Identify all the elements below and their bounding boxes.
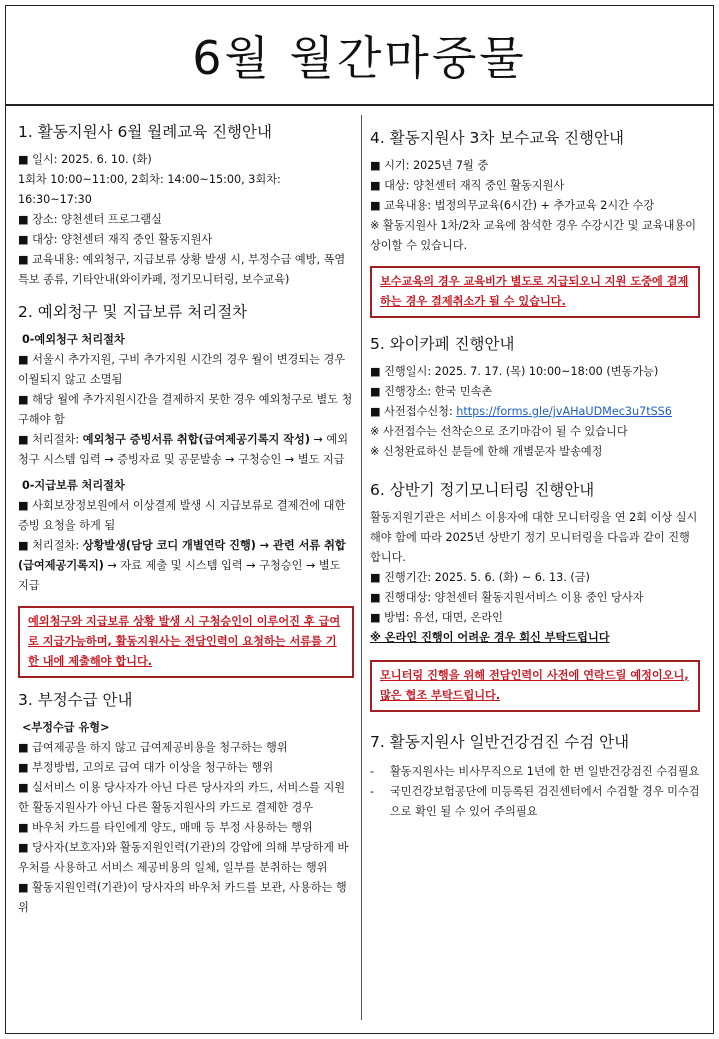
section-y-cafe <box>370 332 700 462</box>
list-item <box>370 762 700 782</box>
s1-date: ■ 일시: 2025. 6. 10. (화) <box>18 153 152 166</box>
list-item <box>370 782 700 822</box>
s4-note: ※ 활동지원사 1차/2차 교육에 참석한 경우 수강시간 및 교육내용이 상이할 수 있습니다. <box>370 219 697 252</box>
list-item: ■ 부정방법, 고의로 급여 대가 이상을 청구하는 행위 <box>18 761 274 774</box>
section-exception-claim <box>18 300 354 678</box>
section-4-heading: 4. 활동지원사 3차 보수교육 진행안내 <box>370 129 624 147</box>
s1-place: ■ 장소: 양천센터 프로그램실 <box>18 213 162 226</box>
section-3-heading: 3. 부정수급 안내 <box>18 691 133 709</box>
s1-target: ■ 대상: 양천센터 재직 중인 활동지원사 <box>18 233 213 246</box>
section-7-heading: 7. 활동지원사 일반건강검진 수검 안내 <box>370 733 630 751</box>
s4-content: ■ 교육내용: 법정의무교육(6시간) + 추가교육 2시간 수강 <box>370 199 655 212</box>
section-monthly-training <box>18 120 354 290</box>
dash-marker: - <box>370 765 375 778</box>
s6-period: ■ 진행기간: 2025. 5. 6. (화) ~ 6. 13. (금) <box>370 571 590 584</box>
s6-note: ※ 온라인 진행이 어려운 경우 회신 부탁드립니다 <box>370 631 610 644</box>
s6-intro: 활동지원기관은 서비스 이용자에 대한 모니터링을 연 2회 이상 실시해야 함에 따라 2025년 상반기 정기 모니터링을 다음과 같이 진행합니다. <box>370 511 698 564</box>
s2-p2: ■ 해당 월에 추가지원시간을 결제하지 못한 경우 예외청구로 별도 청구해야 함 <box>18 393 353 426</box>
s1-sessions: 1회차 10:00~11:00, 2회차: 14:00~15:00, 3회차: 16:30~17:30 <box>18 173 281 206</box>
s5-apply <box>370 402 700 422</box>
section-fraud <box>18 688 354 918</box>
left-column <box>18 112 354 918</box>
s4-target: ■ 대상: 양천센터 재직 중인 활동지원사 <box>370 179 565 192</box>
s1-content: ■ 교육내용: 예외청구, 지급보류 상황 발생 시, 부정수급 예방, 폭염특보 종류, 기타안내(와이카페, 정기모니터링, 보수교육) <box>18 253 346 286</box>
section-2-heading: 2. 예외청구 및 지급보류 처리절차 <box>18 303 248 321</box>
s2-p3-post: → 예외청구 시스템 입력 → 증빙자료 및 공문발송 → 구청승인 → 별도 지급 <box>18 433 349 466</box>
s2-p5-post: → 자료 제출 및 시스템 입력 → 구청승인 → 별도 지급 <box>18 559 341 592</box>
s7-item-text: 국민건강보험공단에 미등록된 검진센터에서 수검할 경우 미수검으로 확인 될 수 있어 주의필요 <box>390 785 700 818</box>
s3-sub: <부정수급 유형> <box>22 721 110 734</box>
s6-alert-box: 모니터링 진행을 위해 전담인력이 사전에 연락드릴 예정이오니, 많은 협조 부탁드립니다. <box>370 660 700 712</box>
s4-alert-box: 보수교육의 경우 교육비가 별도로 지급되오니 지원 도중에 결제하는 경우 결제취소가 될 수 있습니다. <box>370 266 700 318</box>
column-divider <box>361 115 362 1020</box>
s2-p3-pre: ■ 처리절차: <box>18 433 83 446</box>
s6-method: ■ 방법: 유선, 대면, 온라인 <box>370 611 503 624</box>
section-5-heading: 5. 와이카페 진행안내 <box>370 335 515 353</box>
s5-place: ■ 진행장소: 한국 민속촌 <box>370 385 493 398</box>
s2-p3-bold: 예외청구 증빙서류 취합(급여제공기록지 작성) <box>82 433 310 446</box>
s2-sub1: 0-예외청구 처리절차 <box>22 333 125 346</box>
dash-marker: - <box>370 785 375 798</box>
section-health-check <box>370 730 700 822</box>
s2-p5-bold: 상황발생(담당 코디 개별연락 진행) → 관련 서류 취합(급여제공기록지) <box>18 539 346 572</box>
apply-form-link[interactable]: https://forms.gle/jvAHaUDMec3u7tSS6 <box>456 405 672 418</box>
title-divider <box>5 104 714 106</box>
section-refresher-training <box>370 126 700 318</box>
s2-sub2: 0-지급보류 처리절차 <box>22 479 125 492</box>
s4-period: ■ 시기: 2025년 7월 중 <box>370 159 489 172</box>
list-item: ■ 당사자(보호자)와 활동지원인력(기관)의 강압에 의해 부당하게 바우처를 사용하고 서비스 제공비용의 일체, 일부를 분취하는 행위 <box>18 841 349 874</box>
page-title: 6월 월간마중물 <box>192 31 527 85</box>
s2-p4: ■ 사회보장정보원에서 이상결제 발생 시 지급보류로 결제건에 대한 증빙 요청을 하게 됨 <box>18 499 346 532</box>
s5-apply-label: ■ 사전접수신청: <box>370 405 457 418</box>
s7-item-text: 활동지원사는 비사무직으로 1년에 한 번 일반건강검진 수검필요 <box>390 765 700 778</box>
s2-p5 <box>18 536 354 596</box>
section-1-heading: 1. 활동지원사 6월 월례교육 진행안내 <box>18 123 272 141</box>
section-monitoring <box>370 478 700 712</box>
s5-note2: ※ 신청완료하신 분들에 한해 개별문자 발송예정 <box>370 445 603 458</box>
s2-p3 <box>18 430 354 470</box>
s2-alert-box: 예외청구와 지급보류 상황 발생 시 구청승인이 이루어진 후 급여로 지급가능하며, 활동지원사는 전담인력이 요청하는 서류를 기한 내에 제출해야 합니다. <box>18 606 354 678</box>
s2-p5-pre: ■ 처리절차: <box>18 539 83 552</box>
right-column <box>370 118 700 822</box>
s5-date: ■ 진행일시: 2025. 7. 17. (목) 10:00~18:00 (변동가능) <box>370 365 659 378</box>
section-6-heading: 6. 상반기 정기모니터링 진행안내 <box>370 481 595 499</box>
s6-target: ■ 진행대상: 양천센터 활동지원서비스 이용 중인 당사자 <box>370 591 644 604</box>
list-item: ■ 바우처 카드를 타인에게 양도, 매매 등 부정 사용하는 행위 <box>18 821 313 834</box>
list-item: ■ 활동지원인력(기관)이 당사자의 바우처 카드를 보관, 사용하는 행위 <box>18 881 347 914</box>
list-item: ■ 급여제공을 하지 않고 급여제공비용을 청구하는 행위 <box>18 741 288 754</box>
s2-p1: ■ 서울시 추가지원, 구비 추가지원 시간의 경우 월이 변경되는 경우 이월되지 않고 소멸됨 <box>18 353 346 386</box>
s5-note1: ※ 사전접수는 선착순으로 조기마감이 될 수 있습니다 <box>370 425 628 438</box>
list-item: ■ 실서비스 이용 당사자가 아닌 다른 당사자의 카드, 서비스를 지원한 활동지원사가 아닌 다른 활동지원사의 카드로 결제한 경우 <box>18 781 346 814</box>
